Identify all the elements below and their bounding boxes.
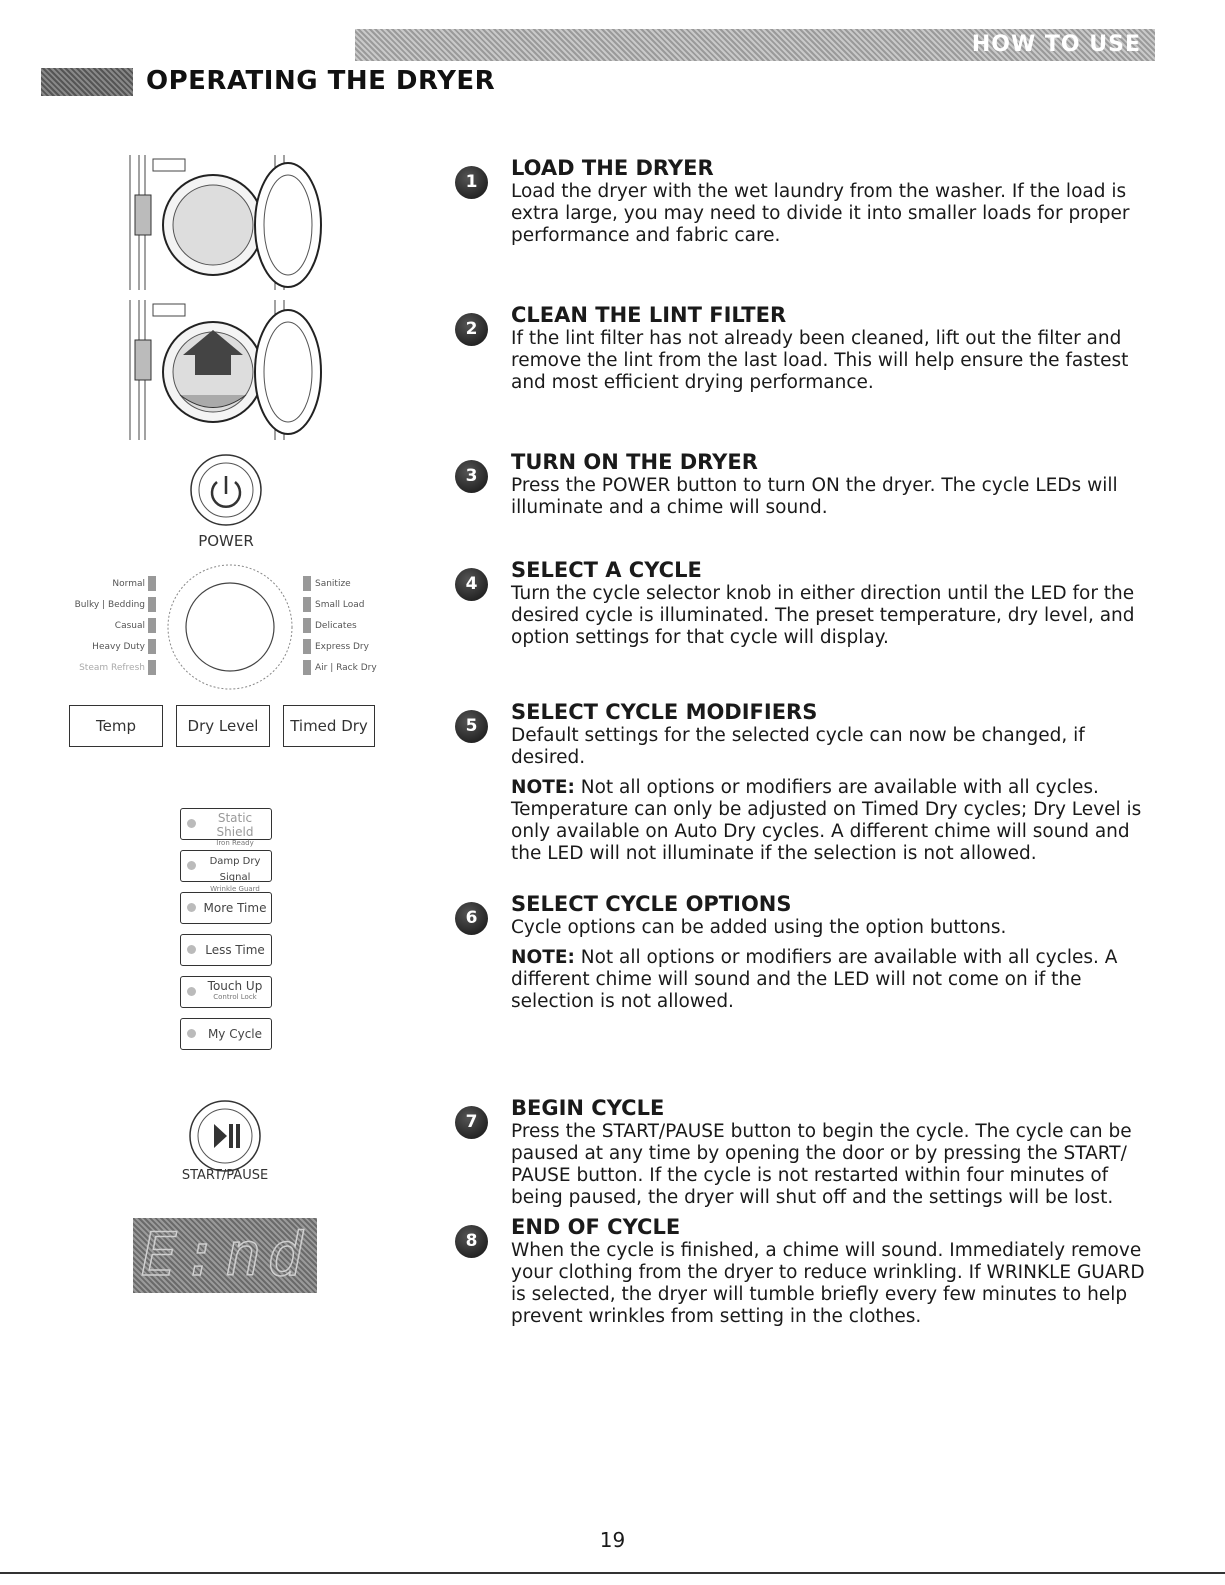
- option-led: [187, 861, 196, 870]
- step-number: 5: [455, 710, 488, 743]
- option-label: Static Shield: [216, 811, 254, 839]
- cycle-option[interactable]: Casual: [114, 621, 145, 631]
- note-text: Not all options or modifiers are available with all cycles. Temperature can only be adjusted on Timed Dry cycles; Dry Level is only available on Auto Dry cycles. A different chime will sound and the LED will not illuminate if the selection is not allowed.: [511, 777, 1142, 864]
- option-led: [187, 819, 196, 828]
- step-body: When the cycle is finished, a chime will sound. Immediately remove your clothing from the dryer to reduce wrinkling. If WRINKLE GUARD is selected, the dryer will tumble briefly every few minutes to help prevent wrinkles from setting in the clothes.: [511, 1240, 1145, 1327]
- note-text: Not all options or modifiers are available with all cycles. A different chime will sound and the LED will not come on if the selection is not allowed.: [511, 947, 1118, 1012]
- step-number: 6: [455, 902, 488, 935]
- step-body: Default settings for the selected cycle can now be changed, if desired.: [511, 725, 1085, 768]
- option-led: [187, 1029, 196, 1038]
- dry-level-button[interactable]: Dry Level: [176, 705, 270, 747]
- option-led: [187, 903, 196, 912]
- option-label: Less Time: [205, 943, 265, 957]
- cycle-option[interactable]: Express Dry: [315, 642, 369, 652]
- option-sublabel: Wrinkle Guard: [210, 885, 260, 893]
- step-title: SELECT CYCLE MODIFIERS: [511, 700, 818, 724]
- step-8: [455, 1215, 1155, 1328]
- less-time-button[interactable]: [180, 934, 272, 966]
- step-body: Press the POWER button to turn ON the dryer. The cycle LEDs will illuminate and a chime will sound.: [511, 475, 1118, 518]
- step-body: If the lint filter has not already been cleaned, lift out the filter and remove the lint from the last load. This will help ensure the fastest and most efficient drying performance.: [511, 328, 1129, 393]
- step-title: TURN ON THE DRYER: [511, 450, 758, 474]
- step-4: [455, 558, 1155, 649]
- cycle-list-right: [315, 574, 405, 679]
- status-display: [133, 1218, 317, 1293]
- cycle-option[interactable]: Bulky | Bedding: [74, 600, 145, 610]
- cycle-led-strip-left: [148, 576, 156, 679]
- step-number: 4: [455, 568, 488, 601]
- step-body: Turn the cycle selector knob in either direction until the LED for the desired cycle is illuminated. The preset temperature, dry level, and option settings for that cycle will display.: [511, 583, 1135, 648]
- start-pause-button[interactable]: [187, 1098, 263, 1174]
- touch-up-button[interactable]: [180, 976, 272, 1008]
- timed-dry-button[interactable]: Timed Dry: [283, 705, 375, 747]
- step-title: LOAD THE DRYER: [511, 156, 714, 180]
- step-number: 1: [455, 166, 488, 199]
- step-5: [455, 700, 1155, 865]
- damp-dry-signal-button[interactable]: [180, 850, 272, 893]
- step-title: END OF CYCLE: [511, 1215, 681, 1239]
- step-number: 3: [455, 460, 488, 493]
- cycle-option[interactable]: Small Load: [315, 600, 365, 610]
- lint-filter-illustration: [125, 300, 325, 440]
- step-note: [511, 777, 1155, 865]
- dryer-open-door-illustration: [125, 155, 325, 290]
- step-7: [455, 1096, 1155, 1209]
- step-2: [455, 303, 1155, 394]
- step-title: BEGIN CYCLE: [511, 1096, 665, 1120]
- note-label: NOTE:: [511, 777, 575, 798]
- step-1: [455, 156, 1155, 247]
- start-pause-label: START/PAUSE: [181, 1168, 269, 1183]
- cycle-option[interactable]: Heavy Duty: [92, 642, 145, 652]
- display-readout: E:nd: [140, 1220, 310, 1290]
- option-led: [187, 987, 196, 996]
- page-number: 19: [599, 1528, 626, 1552]
- option-label: My Cycle: [207, 1027, 263, 1041]
- step-body: Cycle options can be added using the option buttons.: [511, 917, 1007, 938]
- banner-label: HOW TO USE: [971, 32, 1141, 57]
- my-cycle-button[interactable]: [180, 1018, 272, 1050]
- cycle-option[interactable]: Delicates: [315, 621, 357, 631]
- step-title: SELECT CYCLE OPTIONS: [511, 892, 792, 916]
- cycle-led-strip-right: [303, 576, 311, 679]
- option-sublabel: Control Lock: [213, 993, 257, 1001]
- cycle-selector-knob[interactable]: [160, 562, 300, 692]
- option-led: [187, 945, 196, 954]
- cycle-option[interactable]: Sanitize: [315, 579, 351, 589]
- more-time-button[interactable]: [180, 892, 272, 924]
- step-title: SELECT A CYCLE: [511, 558, 702, 582]
- step-note: [511, 947, 1155, 1013]
- static-shield-button[interactable]: [180, 808, 272, 847]
- step-number: 7: [455, 1106, 488, 1139]
- step-number: 8: [455, 1225, 488, 1258]
- temp-button[interactable]: Temp: [69, 705, 163, 747]
- note-label: NOTE:: [511, 947, 575, 968]
- power-label: POWER: [198, 532, 254, 550]
- option-label: Touch Up: [207, 979, 263, 993]
- title-marker: [41, 68, 133, 96]
- cycle-option[interactable]: Air | Rack Dry: [315, 663, 377, 673]
- option-label: More Time: [203, 901, 267, 915]
- step-number: 2: [455, 313, 488, 346]
- step-title: CLEAN THE LINT FILTER: [511, 303, 787, 327]
- option-label: Damp Dry Signal: [209, 856, 261, 883]
- bottom-rule: [0, 1572, 1225, 1574]
- step-6: [455, 892, 1155, 1013]
- step-3: [455, 450, 1155, 519]
- step-body: Press the START/PAUSE button to begin the cycle. The cycle can be paused at any time by opening the door or by pressing the START/ PAUSE button. If the cycle is not restarted within four minutes of being paused, the dryer will shut off and the settings will be lost.: [511, 1121, 1132, 1208]
- page-title: OPERATING THE DRYER: [146, 66, 496, 96]
- power-button[interactable]: [188, 452, 264, 528]
- cycle-option[interactable]: Normal: [112, 579, 145, 589]
- option-sublabel: Iron Ready: [216, 839, 254, 847]
- step-body: Load the dryer with the wet laundry from the washer. If the load is extra large, you may need to divide it into smaller loads for proper performance and fabric care.: [511, 181, 1130, 246]
- cycle-list-left: [60, 574, 145, 679]
- section-banner: [355, 29, 1155, 61]
- cycle-option[interactable]: Steam Refresh: [79, 663, 145, 673]
